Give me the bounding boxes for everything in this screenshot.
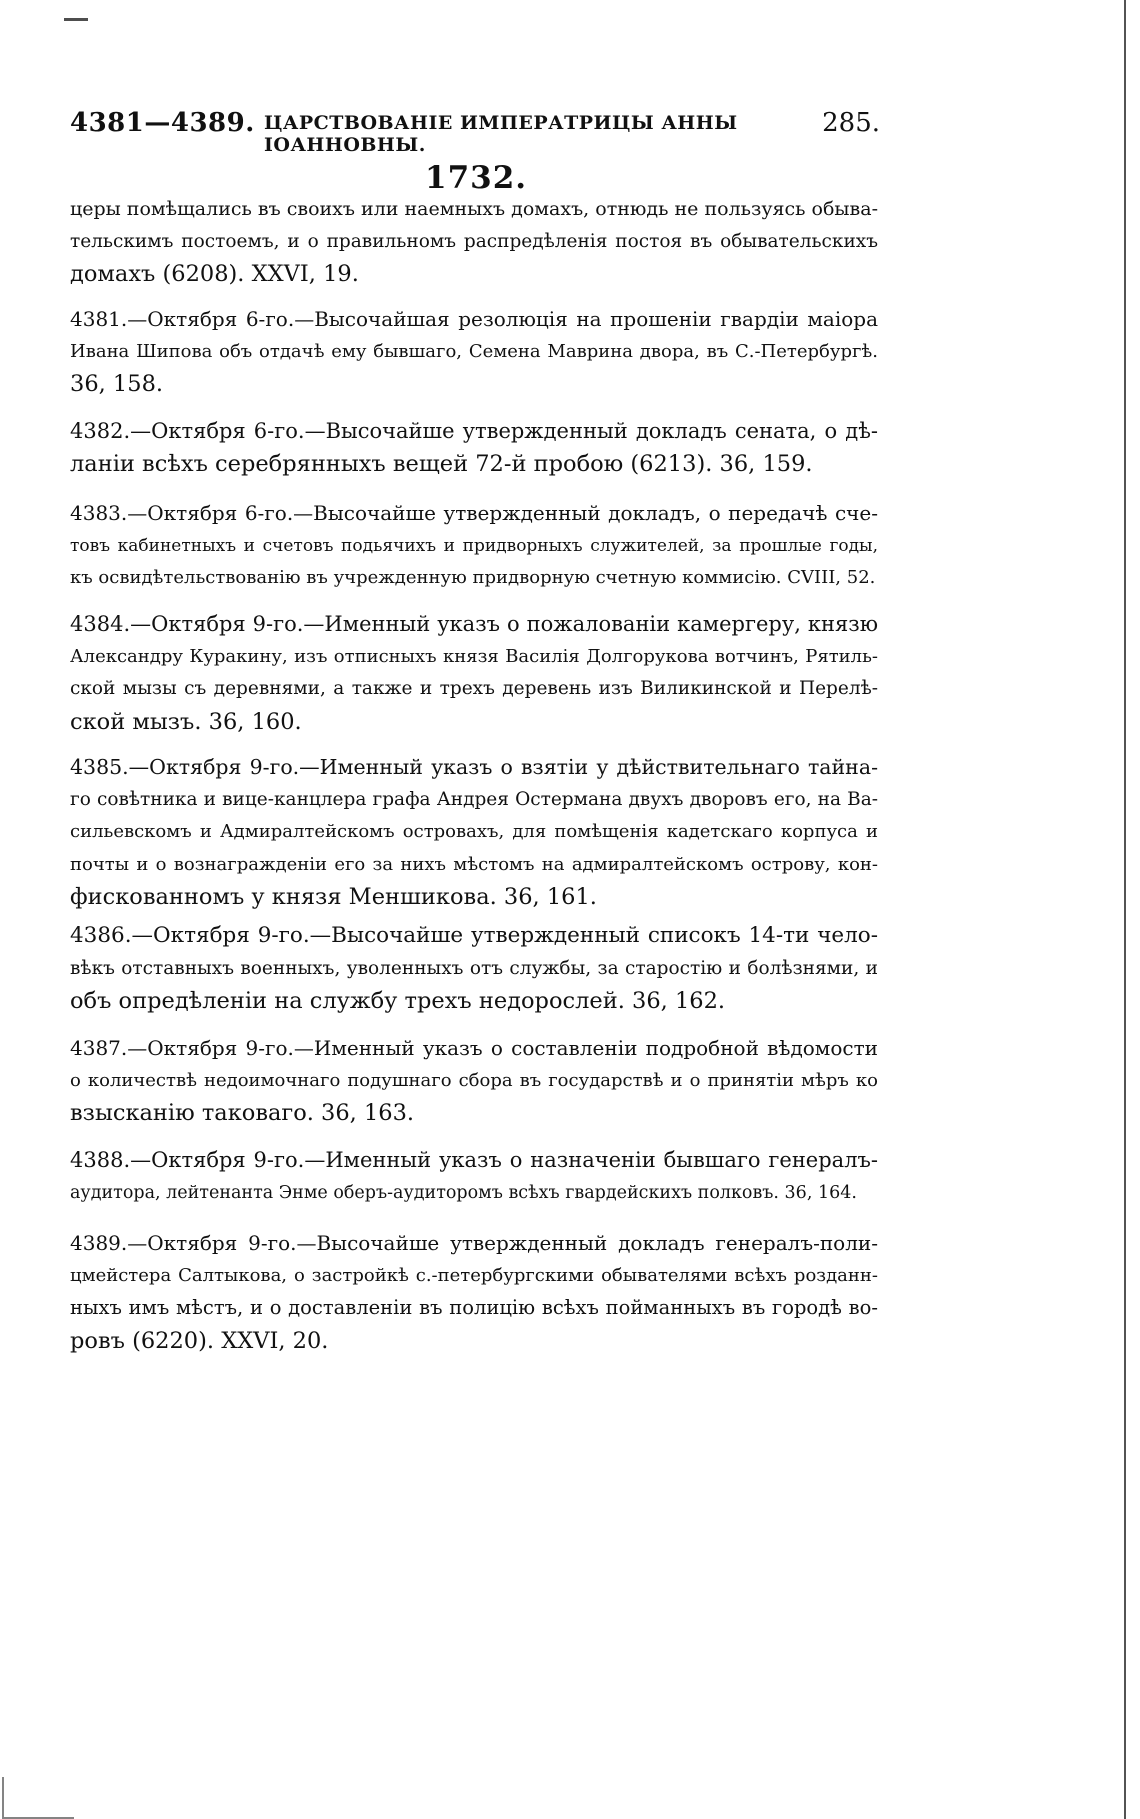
text-line: ровъ (6220). XXVI, 20. bbox=[70, 1327, 329, 1354]
running-header bbox=[70, 108, 880, 156]
text-line: взысканію таковаго. 36, 163. bbox=[70, 1100, 415, 1126]
entry-4385 bbox=[70, 751, 878, 914]
text-line: го совѣтника и вице-канцлера графа Андрея Остермана двухъ дворовъ его, на Ва- bbox=[70, 788, 878, 810]
text-line: 4382.—Октября 6-го.—Высочайше утвержденный докладъ сената, о дѣ- bbox=[70, 419, 878, 443]
scan-artifact-top bbox=[64, 6, 88, 21]
entry-4389 bbox=[70, 1227, 878, 1357]
text-line: ской мызы съ деревнями, а также и трехъ деревень изъ Виликинской и Перелѣ- bbox=[70, 678, 878, 699]
text-line: цмейстера Салтыкова, о застройкѣ с.-петербургскими обывателями всѣхъ розданн- bbox=[70, 1264, 878, 1286]
text-line: къ освидѣтельствованію въ учрежденную придворную счетную коммисію. CVIII, 52. bbox=[70, 567, 876, 588]
scan-edge-line bbox=[1124, 0, 1126, 1819]
text-line: 4385.—Октября 9-го.—Именный указъ о взятіи у дѣйствительнаго тайна- bbox=[70, 755, 878, 779]
text-line: аудитора, лейтенанта Энме оберъ-аудиторомъ всѣхъ гвардейскихъ полковъ. 36, 164. bbox=[70, 1182, 857, 1203]
text-line: 4384.—Октября 9-го.—Именный указъ о пожалованіи камергеру, князю bbox=[70, 612, 878, 636]
text-line: ныхъ имъ мѣстъ, и о доставленіи въ полицію всѣхъ пойманныхъ въ городѣ во- bbox=[70, 1296, 878, 1319]
text-line: товъ кабинетныхъ и счетовъ подьячихъ и придворныхъ служителей, за прошлые годы, bbox=[70, 535, 878, 556]
header-title: ЦАРСТВОВАНІЕ ИМПЕРАТРИЦЫ АННЫ ІОАННОВНЫ. bbox=[264, 112, 738, 156]
text-line: почты и о вознагражденіи его за нихъ мѣстомъ на адмиралтейскомъ острову, кон- bbox=[70, 853, 878, 875]
text-line: вѣкъ отставныхъ военныхъ, уволенныхъ отъ службы, за старостію и болѣзнями, и bbox=[70, 957, 878, 979]
text-line: тельскимъ постоемъ, и о правильномъ распредѣленія постоя въ обывательскихъ bbox=[70, 230, 878, 252]
scan-artifact-bottom bbox=[2, 1777, 74, 1819]
text-line: ланіи всѣхъ серебрянныхъ вещей 72-й пробою (6213). 36, 159. bbox=[70, 450, 813, 477]
text-line: Ивана Шипова объ отдачѣ ему бывшаго, Семена Маврина двора, въ С.-Петербургѣ. bbox=[70, 340, 878, 362]
text-line: 4383.—Октября 6-го.—Высочайше утвержденный докладъ, о передачѣ сче- bbox=[70, 501, 878, 525]
year-heading: 1732. bbox=[425, 160, 528, 196]
text-line: объ опредѣленіи на службу трехъ недорослей. 36, 162. bbox=[70, 988, 726, 1014]
text-line: 4388.—Октября 9-го.—Именный указъ о назначеніи бывшаго генералъ- bbox=[70, 1148, 878, 1172]
text-line: 4389.—Октября 9-го.—Высочайше утвержденный докладъ генералъ-поли- bbox=[70, 1231, 878, 1255]
entry-4387 bbox=[70, 1032, 878, 1130]
text-line: Александру Куракину, изъ отписныхъ князя Василія Долгорукова вотчинъ, Рятиль- bbox=[70, 645, 878, 667]
header-entry-range: 4381—4389. bbox=[70, 108, 255, 138]
text-line: сильевскомъ и Адмиралтейскомъ островахъ, для помѣщенія кадетскаго корпуса и bbox=[70, 821, 878, 842]
entry-4381 bbox=[70, 303, 878, 401]
text-line: 4381.—Октября 6-го.—Высочайшая резолюція на прошеніи гвардіи маіора bbox=[70, 307, 878, 331]
entry-4388 bbox=[70, 1144, 878, 1209]
text-line: ской мызъ. 36, 160. bbox=[70, 708, 302, 735]
text-line: домахъ (6208). XXVI, 19. bbox=[70, 261, 359, 287]
entry-4382 bbox=[70, 415, 878, 480]
text-line: фискованномъ у князя Меншикова. 36, 161. bbox=[70, 884, 597, 910]
text-line: 4386.—Октября 9-го.—Высочайше утвержденный списокъ 14-ти чело- bbox=[70, 923, 878, 948]
text-line: о количествѣ недоимочнаго подушнаго сбора въ государствѣ и о принятіи мѣръ ко bbox=[70, 1069, 878, 1091]
entry-4386 bbox=[70, 920, 878, 1018]
continuation-paragraph bbox=[70, 193, 878, 291]
entry-4383 bbox=[70, 497, 878, 595]
entry-4384 bbox=[70, 608, 878, 738]
text-line: 36, 158. bbox=[70, 371, 164, 397]
text-line: церы помѣщались въ своихъ или наемныхъ домахъ, отнюдь не пользуясь обыва- bbox=[70, 198, 878, 220]
text-line: 4387.—Октября 9-го.—Именный указъ о составленіи подробной вѣдомости bbox=[70, 1036, 878, 1060]
page-number: 285. bbox=[822, 108, 880, 138]
